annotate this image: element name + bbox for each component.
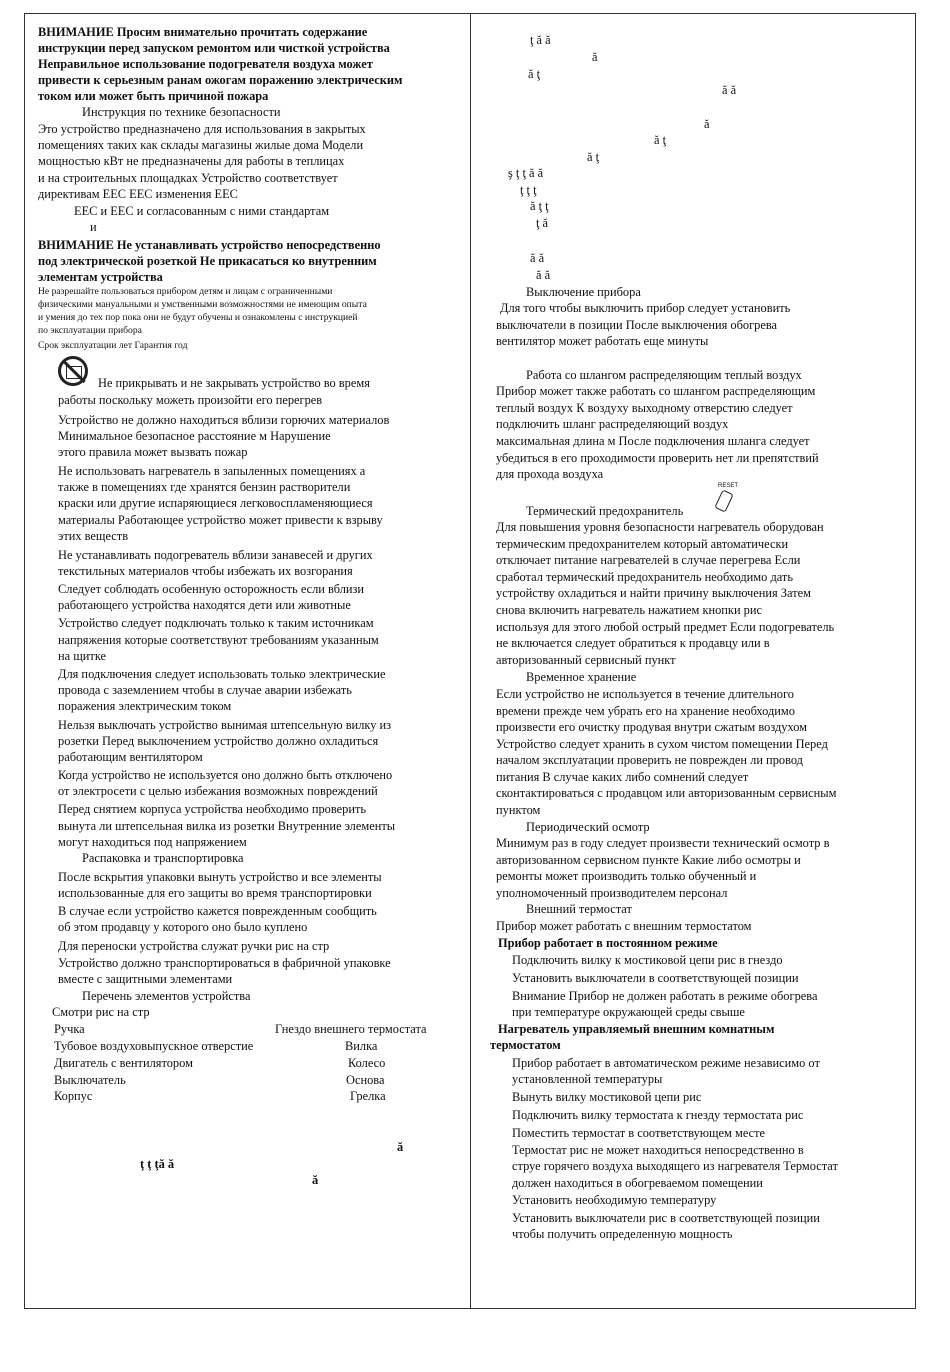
warning-line: элементам устройства <box>38 270 163 284</box>
part-item: Гнездо внешнего термостата <box>275 1022 427 1036</box>
reset-button-icon <box>712 483 740 513</box>
rule-line: текстильных материалов чтобы избежать их возгорания <box>58 564 353 578</box>
bold-heading: Нагреватель управляемый внешним комнатным <box>498 1022 775 1036</box>
section-heading: Распаковка и транспортировка <box>82 851 244 865</box>
rule-line: этих веществ <box>58 529 129 543</box>
text-line: Устройство следует хранить в сухом чистом помещении Перед <box>496 737 828 751</box>
text-line: Вынуть вилку мостиковой цепи рис <box>512 1090 702 1104</box>
section-heading: Внешний термостат <box>526 902 632 916</box>
text-line: сконтактироваться с продавцом или авторизованным сервисным <box>496 786 837 800</box>
text-line: и <box>90 220 97 234</box>
garbled-line: ţ ă ă <box>530 33 551 47</box>
part-item: Вилка <box>345 1039 378 1053</box>
garbled-line: ă <box>592 50 598 64</box>
service-life: Срок эксплуатации лет Гарантия год <box>38 340 188 351</box>
text-line: максимальная длина м После подключения шланга следует <box>496 434 810 448</box>
garbled-line: ă <box>312 1173 319 1187</box>
do-not-cover-icon <box>58 356 88 386</box>
rule-line: Когда устройство не используется оно должно быть отключено <box>58 768 393 782</box>
warning-line: Неправильное использование подогревателя воздуха может <box>38 57 373 71</box>
text-line: началом эксплуатации проверить не поврежден ли провод <box>496 753 803 767</box>
garbled-line: ă ă <box>536 268 551 282</box>
text-line: теплый воздух К воздуху выходному отверстию следует <box>496 401 793 415</box>
rule-line: работающим вентилятором <box>58 750 203 764</box>
text-line: Минимум раз в году следует произвести технический осмотр в <box>496 836 830 850</box>
column-divider <box>470 13 471 1309</box>
warning-line: ВНИМАНИЕ Просим внимательно прочитать содержание <box>38 25 368 39</box>
text-line: вентилятор может работать еще минуты <box>496 334 709 348</box>
garbled-line: ă ţ ţ <box>530 199 549 213</box>
garbled-line: ţ ă <box>536 216 549 230</box>
text-line: должен находиться в обогреваемом помещении <box>512 1176 763 1190</box>
bold-heading: Прибор работает в постоянном режиме <box>498 936 718 950</box>
section-heading: Периодический осмотр <box>526 820 650 834</box>
part-item: Выключатель <box>54 1073 126 1087</box>
part-item: Ручка <box>54 1022 85 1036</box>
part-item: Колесо <box>348 1056 386 1070</box>
text-line: выключатели в позиции После выключения обогрева <box>496 318 778 332</box>
rule-line: напряжения которые соответствуют требованиям указанным <box>58 633 379 647</box>
section-heading: Инструкция по технике безопасности <box>82 105 281 119</box>
warning-line: под электрической розеткой Не прикасаться ко внутренним <box>38 254 377 268</box>
small-note: и умения до тех пор пока они не будут обучены и ознакомлены с инструкцией <box>38 312 358 323</box>
small-note: физическими мануальными и умственными возможностями не имеющим опыта <box>38 299 367 310</box>
text-line: Установить выключатели рис в соответствующей позиции <box>512 1211 820 1225</box>
text-line: установленной температуры <box>512 1072 663 1086</box>
text-line: устройству охладиться и найти причину выключения Затем <box>496 586 811 600</box>
text-line: отключает питание нагревателей в случае перегрева Если <box>496 553 801 567</box>
text-line: Внимание Прибор не должен работать в режиме обогрева <box>512 989 818 1003</box>
text-line: Поместить термостат в соответствующем месте <box>512 1126 766 1140</box>
text-line: сработал термический предохранитель необходимо дать <box>496 570 793 584</box>
rule-line: Перед снятием корпуса устройства необходимо проверить <box>58 802 367 816</box>
rule-line: материалы Работающее устройство может привести к взрыву <box>58 513 383 527</box>
text-line: директивам ЕЕС ЕЕС изменения ЕЕС <box>38 187 238 201</box>
rule-line: от электросети с целью избежания возможных повреждений <box>58 784 378 798</box>
section-heading: Работа со шлангом распределяющим теплый воздух <box>526 368 802 382</box>
text-line: Подключить вилку к мостиковой цепи рис в гнездо <box>512 953 783 967</box>
garbled-line: ă <box>397 1140 404 1154</box>
warning-line: током или может быть причиной пожара <box>38 89 269 103</box>
text-line: мощностью кВт не предназначены для работы в теплицах <box>38 154 345 168</box>
text-line: Для переноски устройства служат ручки рис на стр <box>58 939 330 953</box>
text-line: Установить выключатели в соответствующей позиции <box>512 971 799 985</box>
bold-heading: термостатом <box>490 1038 561 1052</box>
text-line: ЕЕС и ЕЕС и согласованным с ними стандартам <box>74 204 330 218</box>
rule-line: розетки Перед выключением устройство должно охладиться <box>58 734 379 748</box>
part-item: Двигатель с вентилятором <box>54 1056 193 1070</box>
rule-line: Минимальное безопасное расстояние м Нарушение <box>58 429 331 443</box>
text-line: и на строительных площадках Устройство соответствует <box>38 171 338 185</box>
section-heading: Перечень элементов устройства <box>82 989 251 1003</box>
text-line: не включается следует обратиться к продавцу или в <box>496 636 770 650</box>
section-heading: Термический предохранитель <box>526 504 684 518</box>
text-line: чтобы получить определенную мощность <box>512 1227 733 1241</box>
text-line: питания В случае каких либо сомнений следует <box>496 770 749 784</box>
text-line: времени прежде чем убрать его на хранение необходимо <box>496 704 795 718</box>
warning-line: ВНИМАНИЕ Не устанавливать устройство непосредственно <box>38 238 381 252</box>
small-note: по эксплуатации прибора <box>38 325 142 336</box>
rule-line: Устройство не должно находиться вблизи горючих материалов <box>58 413 390 427</box>
text-line: термическим предохранителем который автоматически <box>496 537 789 551</box>
garbled-line: ă ţ <box>587 150 600 164</box>
rule-line: краски или другие испаряющиеся легковоспламеняющиеся <box>58 496 373 510</box>
warning-line: инструкции перед запуском ремонтом или чисткой устройства <box>38 41 390 55</box>
text-line: Термостат рис не может находиться непосредственно в <box>512 1143 804 1157</box>
rule-line: поражения электрическим током <box>58 699 232 713</box>
rule-line: на щитке <box>58 649 107 663</box>
text-line: уполномоченный производителем персонал <box>496 886 728 900</box>
rule-line: Не использовать нагреватель в запыленных помещениях а <box>58 464 366 478</box>
garbled-line: ş ţ ţ ă ă <box>508 166 544 180</box>
rule-line: провода с заземлением чтобы в случае аварии избежать <box>58 683 352 697</box>
part-item: Основа <box>346 1073 385 1087</box>
rule-line: Устройство следует подключать только к таким источникам <box>58 616 374 630</box>
warning-line: привести к серьезным ранам ожогам поражению электрическим <box>38 73 403 87</box>
text-line: Если устройство не используется в течение длительного <box>496 687 794 701</box>
garbled-line: ă ţ <box>528 67 541 81</box>
parts-reference: Смотри рис на стр <box>52 1005 150 1019</box>
text-line: Установить необходимую температуру <box>512 1193 717 1207</box>
text-line: Для повышения уровня безопасности нагреватель оборудован <box>496 520 824 534</box>
rule-line: Для подключения следует использовать только электрические <box>58 667 386 681</box>
text-line: вместе с защитными элементами <box>58 972 233 986</box>
text-line: Это устройство предназначено для использования в закрытых <box>38 122 366 136</box>
finger-icon <box>714 489 733 512</box>
text-line: Прибор может работать с внешним термостатом <box>496 919 752 933</box>
text-line: снова включить нагреватель нажатием кнопки рис <box>496 603 762 617</box>
rule-line: также в помещениях где хранятся бензин растворители <box>58 480 351 494</box>
rule-line: Следует соблюдать особенную осторожность если вблизи <box>58 582 365 596</box>
rule-line: этого правила может вызвать пожар <box>58 445 248 459</box>
garbled-line: ă ă <box>722 83 737 97</box>
small-note: Не разрешайте пользоваться прибором детям и лицам с ограниченными <box>38 286 333 297</box>
reset-label: RESET <box>718 483 739 489</box>
part-item: Корпус <box>54 1089 93 1103</box>
section-heading: Временное хранение <box>526 670 637 684</box>
text-line: ремонты может производить только обученный и <box>496 869 757 883</box>
text-line: Прибор работает в автоматическом режиме независимо от <box>512 1056 820 1070</box>
rule-line: вынута ли штепсельная вилка из розетки Внутренние элементы <box>58 819 396 833</box>
text-line: произвести его очистку продувая внутри сжатым воздухом <box>496 720 808 734</box>
rule-line: Нельзя выключать устройство вынимая штепсельную вилку из <box>58 718 392 732</box>
text-line: После вскрытия упаковки вынуть устройство и все элементы <box>58 870 382 884</box>
text-line: В случае если устройство кажется поврежденным сообщить <box>58 904 377 918</box>
text-line: авторизованном сервисном пункте Какие либо осмотры и <box>496 853 801 867</box>
rule-line: Не устанавливать подогреватель вблизи занавесей и других <box>58 548 373 562</box>
text-line: при температуре окружающей среды свыше <box>512 1005 745 1019</box>
section-heading: Выключение прибора <box>526 285 641 299</box>
part-item: Грелка <box>350 1089 386 1103</box>
text-line: Устройство должно транспортироваться в фабричной упаковке <box>58 956 391 970</box>
text-line: для прохода воздуха <box>496 467 604 481</box>
text-line: Для того чтобы выключить прибор следует установить <box>500 301 791 315</box>
rule-line: работающего устройства находятся дети или животные <box>58 598 351 612</box>
text-line: Подключить вилку термостата к гнезду термостата рис <box>512 1108 804 1122</box>
rule-line: Не прикрывать и не закрывать устройство во время <box>98 376 370 390</box>
rule-line: могут находиться под напряжением <box>58 835 247 849</box>
text-line: об этом продавцу у которого оно было куплено <box>58 920 308 934</box>
garbled-line: ţ ţ ţ <box>520 183 537 197</box>
text-line: используя для этого любой острый предмет Если подогреватель <box>496 620 835 634</box>
text-line: убедиться в его проходимости проверить нет ли препятствий <box>496 451 819 465</box>
garbled-line: ă ţ <box>654 133 667 147</box>
text-line: Прибор может также работать со шлангом распределяющим <box>496 384 816 398</box>
rule-line: работы поскольку можеть произойти его перегрев <box>58 393 323 407</box>
text-line: подключить шланг распределяющий воздух <box>496 417 729 431</box>
text-line: пунктом <box>496 803 541 817</box>
garbled-line: ţ ţ ţă ă <box>140 1157 175 1171</box>
text-line: авторизованный сервисный пункт <box>496 653 676 667</box>
garbled-line: ă <box>704 117 710 131</box>
text-line: помещениях таких как склады магазины жилые дома Модели <box>38 138 364 152</box>
part-item: Тубовое воздуховыпускное отверстие <box>54 1039 254 1053</box>
text-line: использованные для его защиты во время транспортировки <box>58 886 372 900</box>
garbled-line: ă ă <box>530 251 545 265</box>
text-line: струе горячего воздуха выходящего из нагревателя Термостат <box>512 1159 838 1173</box>
